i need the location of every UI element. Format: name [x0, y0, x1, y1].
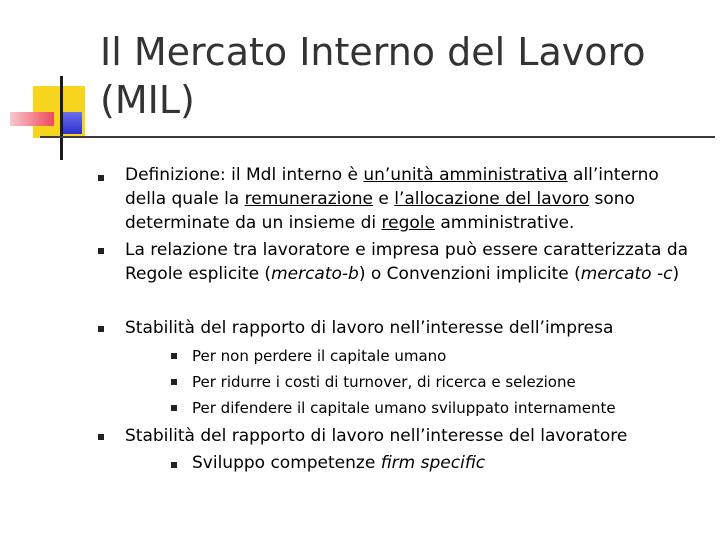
sub-bullet-marker — [171, 353, 177, 359]
bullet-text-segment: all’interno della quale la — [125, 165, 659, 209]
bullet-text-segment: regole — [381, 213, 435, 233]
bullet-marker — [98, 175, 104, 181]
decor-blue-square — [60, 112, 82, 134]
bullet-marker — [98, 248, 104, 254]
bullet-text-segment: Definizione: il Mdl interno è — [125, 165, 364, 185]
sub-bullet-difendere-capitale: Per difendere il capitale umano sviluppato internamente — [192, 399, 616, 417]
sub-bullet-competenze — [192, 450, 712, 476]
bullet-stabilita-lavoratore — [125, 424, 705, 448]
decor-red-bar — [10, 112, 54, 126]
bullet-text-segment: ) o Convenzioni implicite ( — [358, 264, 581, 284]
bullet-marker — [98, 434, 104, 440]
bullet-stabilita-impresa — [125, 316, 705, 340]
bullet-text-segment: Stabilità del rapporto di lavoro nell’interesse del lavoratore — [125, 426, 628, 446]
bullet-text-segment: remunerazione — [244, 189, 373, 209]
bullet-text-segment: un’unità amministrativa — [363, 165, 568, 185]
bullet-text-segment: La relazione tra lavoratore e impresa può essere caratterizzata da Regole esplicite ( — [125, 240, 689, 284]
bullet-text-segment: mercato-b — [271, 264, 359, 284]
title-underline — [40, 136, 715, 138]
bullet-text-segment: mercato -c — [580, 264, 673, 284]
sub-bullet-costi-turnover: Per ridurre i costi di turnover, di ricerca e selezione — [192, 373, 576, 391]
bullet-text-segment: sono determinate da un insieme di — [125, 189, 635, 233]
competenze-italic: firm specific — [380, 453, 486, 473]
bullet-text-segment: e — [372, 189, 395, 209]
decor-vertical-line — [60, 76, 63, 160]
bullet-marker — [98, 326, 104, 332]
bullet-text-segment: amministrative. — [434, 213, 575, 233]
bullet-relazione — [125, 238, 705, 286]
sub-bullet-marker — [171, 462, 177, 468]
slide-title: Il Mercato Interno del Lavoro (MIL) — [100, 30, 646, 122]
bullet-text-segment: Stabilità del rapporto di lavoro nell’interesse dell’impresa — [125, 318, 614, 338]
bullet-definizione — [125, 163, 705, 235]
competenze-text: Sviluppo competenze — [192, 453, 381, 473]
sub-bullet-marker — [171, 405, 177, 411]
bullet-text-segment: ) — [672, 264, 680, 284]
sub-bullet-capitale-umano: Per non perdere il capitale umano — [192, 347, 447, 365]
bullet-text-segment: l’allocazione del lavoro — [394, 189, 590, 209]
sub-bullet-marker — [171, 379, 177, 385]
